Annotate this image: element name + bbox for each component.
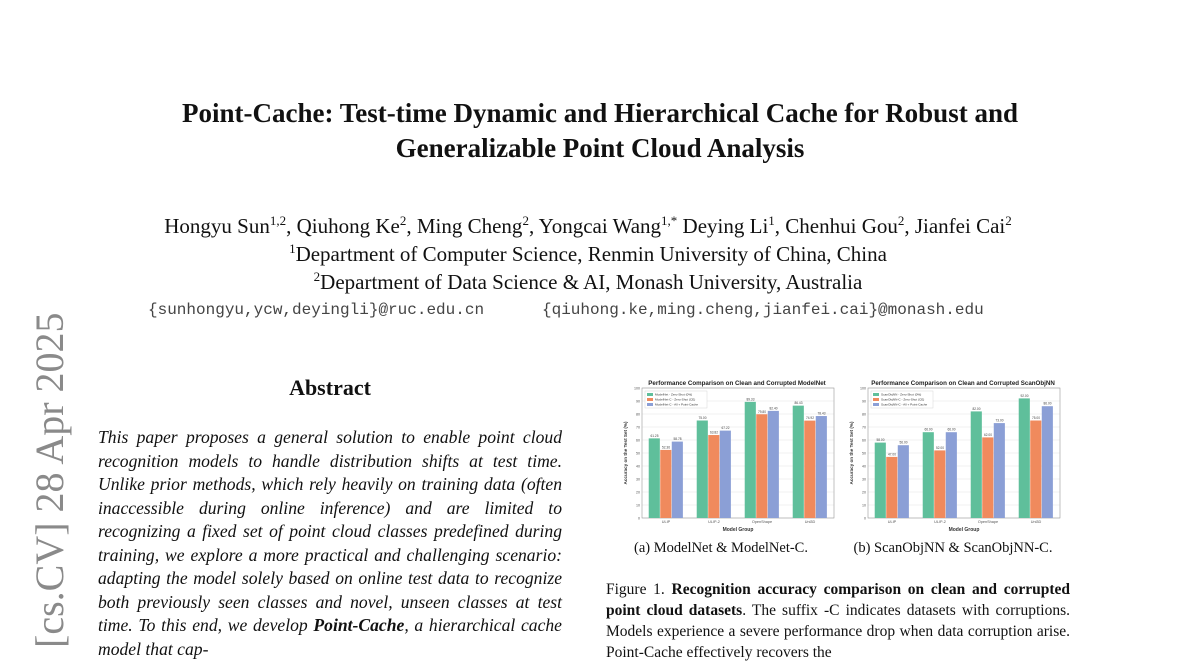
author-name: Qiuhong Ke	[296, 214, 400, 238]
bar-data-label: 47.00	[888, 452, 896, 457]
x-tick-label: Uni3D	[804, 520, 816, 524]
author-affiliation-sup: 2	[399, 213, 407, 228]
bar-data-label: 63.82	[710, 430, 718, 435]
bar-data-label: 82.40	[769, 406, 778, 411]
author-name: Deying Li	[682, 214, 769, 238]
bar	[886, 457, 897, 518]
chart-modelnet-svg	[620, 378, 838, 534]
legend-label: ScanObjNN-C - All + Point-Cache	[881, 402, 928, 407]
bar	[1042, 406, 1053, 518]
bar	[994, 423, 1005, 518]
bar-data-label: 58.00	[876, 438, 885, 443]
bar	[756, 414, 767, 518]
legend-swatch	[647, 403, 653, 406]
y-tick-label: 0	[864, 516, 866, 521]
chart-title: Performance Comparison on Clean and Corrupted ModelNet	[648, 380, 826, 387]
bar	[982, 437, 993, 518]
y-tick-label: 70	[862, 425, 866, 430]
author-list: Hongyu Sun$^{1,2}$, Qiuhong Ke$^2$, Ming Cheng$^2$, Yongcai Wang$^{1,*}$ Deying Li$^1$, Chenhui Gou$^2$, Jianfei Cai$^2$	[164, 213, 1012, 238]
figure-caption-label: Figure 1.	[606, 581, 665, 598]
author-name: Yongcai Wang	[538, 214, 662, 238]
y-tick-label: 40	[636, 464, 640, 469]
title-line-2: Generalizable Point Cloud Analysis	[395, 133, 805, 163]
bar-data-label: 74.92	[806, 416, 814, 421]
bar	[898, 445, 909, 518]
legend-swatch	[873, 398, 879, 401]
bar	[1019, 398, 1030, 518]
bar-data-label: 92.00	[1020, 393, 1029, 398]
y-tick-label: 80	[862, 412, 866, 417]
bar	[697, 421, 708, 519]
affiliation-1-sup: 1	[289, 241, 296, 256]
bar	[649, 438, 660, 518]
legend-label: ModelNet - Zero-Shot (0%)	[655, 392, 693, 397]
paper-title	[0, 96, 1200, 166]
bar	[768, 411, 779, 518]
bar	[934, 450, 945, 518]
email-monash: {qiuhong.ke,ming.cheng,jianfei.cai}@monash.edu	[542, 301, 984, 319]
figure-caption-rest: . The suffix -C indicates datasets with corruptions. Models experience a severe performance drop when data corruption arise. Point-Cache effectively recovers the	[606, 602, 1070, 661]
bar-data-label: 52.00	[936, 445, 944, 450]
figure-caption-bold: Recognition accuracy comparison on clean and corrupted point cloud datasets	[606, 581, 1071, 619]
bar	[660, 450, 671, 518]
author-name: Jianfei Cai	[914, 214, 1006, 238]
legend-swatch	[647, 398, 653, 401]
x-tick-label: ULIP	[887, 520, 897, 524]
bar-data-label: 61.25	[650, 433, 659, 438]
y-tick-label: 60	[636, 438, 640, 443]
bar-data-label: 79.80	[758, 409, 766, 414]
subcaption-b: (b) ScanObjNN & ScanObjNN-C.	[853, 540, 1053, 556]
y-tick-label: 90	[636, 399, 640, 404]
author-affiliation-sup: 1,2	[269, 213, 287, 228]
y-axis-label: Accuracy on the Test Set (%)	[623, 421, 628, 485]
y-tick-label: 10	[862, 503, 866, 508]
y-tick-label: 70	[636, 425, 640, 430]
abstract-heading: Abstract	[289, 375, 371, 400]
y-axis-label: Accuracy on the Test Set (%)	[849, 421, 854, 485]
affiliation-1	[0, 240, 1176, 268]
chart-modelnet	[620, 378, 838, 539]
legend-swatch	[873, 403, 879, 406]
x-tick-label: ULIP	[661, 520, 671, 524]
x-tick-label: ULIP-2	[708, 520, 720, 524]
affiliation-2-text: Department of Data Science & AI, Monash University, Australia	[320, 270, 863, 294]
y-tick-label: 50	[862, 451, 866, 456]
arxiv-stamp: [cs.CV] 28 Apr 2025	[27, 312, 72, 648]
legend-label: ModelNet-C - All + Point-Cache	[655, 402, 699, 407]
chart-scanobjnn-svg	[846, 378, 1064, 534]
bar-data-label: 66.00	[924, 427, 933, 432]
x-tick-label: OpenShape	[751, 520, 773, 524]
bar-data-label: 73.00	[995, 418, 1004, 423]
x-tick-label: OpenShape	[977, 520, 999, 524]
bar	[971, 411, 982, 518]
legend-label: ModelNet-C - Zero-Shot (CE)	[655, 397, 696, 402]
y-tick-label: 100	[860, 386, 866, 391]
author-affiliation-sup: 1,*	[661, 213, 678, 228]
y-tick-label: 0	[638, 516, 640, 521]
bar-data-label: 56.00	[899, 440, 908, 445]
affiliation-1-text: Department of Computer Science, Renmin University of China, China	[295, 242, 887, 266]
y-tick-label: 60	[862, 438, 866, 443]
subcaption-a: (a) ModelNet & ModelNet-C.	[634, 540, 808, 556]
legend-swatch	[873, 393, 879, 396]
bar	[875, 443, 886, 518]
bar-data-label: 75.00	[1032, 416, 1040, 420]
affiliation-2-sup: 2	[313, 269, 321, 284]
y-tick-label: 10	[636, 503, 640, 508]
bar	[672, 442, 683, 518]
author-name: Hongyu Sun	[164, 214, 270, 238]
bar-data-label: 86.00	[1043, 401, 1052, 406]
email-ruc: {sunhongyu,ycw,deyingli}@ruc.edu.cn	[148, 301, 485, 319]
bar-data-label: 75.00	[698, 416, 707, 420]
bar-data-label: 67.22	[721, 426, 730, 431]
legend-label: ScanObjNN-C - Zero-Shot (CE)	[881, 397, 925, 402]
author-name: Ming Cheng	[416, 214, 523, 238]
bar	[720, 431, 731, 518]
method-name: Point-Cache	[313, 615, 405, 635]
y-tick-label: 100	[634, 386, 640, 391]
y-tick-label: 30	[636, 477, 640, 482]
y-tick-label: 20	[862, 490, 866, 495]
author-affiliation-sup: 2	[1005, 213, 1012, 228]
author-affiliation-sup: 2	[522, 213, 529, 228]
author-affiliation-sup: 2	[897, 213, 905, 228]
author-block	[0, 212, 1176, 296]
y-tick-label: 80	[636, 412, 640, 417]
chart-title: Performance Comparison on Clean and Corrupted ScanObjNN	[871, 380, 1055, 387]
bar	[793, 406, 804, 518]
bar	[708, 435, 719, 518]
bar	[816, 416, 827, 518]
x-tick-label: ULIP-2	[934, 520, 946, 524]
x-tick-label: Uni3D	[1030, 520, 1042, 524]
author-affiliation-sup: 1	[768, 213, 775, 228]
bar-data-label: 82.00	[972, 406, 981, 411]
bar	[923, 432, 934, 518]
y-tick-label: 40	[862, 464, 866, 469]
bar-data-label: 86.43	[794, 401, 803, 406]
bar-data-label: 66.00	[947, 427, 956, 432]
bar-data-label: 78.43	[817, 411, 826, 416]
bar	[946, 432, 957, 518]
author-name: Chenhui Gou	[785, 214, 898, 238]
bar	[804, 421, 815, 518]
bar-data-label: 62.00	[984, 432, 992, 437]
bar-data-label: 52.36	[662, 445, 670, 450]
x-axis-label: Model Group	[948, 527, 980, 533]
x-axis-label: Model Group	[722, 527, 754, 533]
legend-label: ScanObjNN - Zero-Shot (0%)	[881, 392, 922, 397]
figure-caption	[606, 579, 1070, 663]
chart-scanobjnn	[846, 378, 1064, 539]
y-tick-label: 20	[636, 490, 640, 495]
y-tick-label: 30	[862, 477, 866, 482]
title-line-1: Point-Cache: Test-time Dynamic and Hierarchical Cache for Robust and	[182, 98, 1018, 128]
bar	[1030, 421, 1041, 519]
y-tick-label: 90	[862, 399, 866, 404]
abstract-body: This paper proposes a general solution to enable point cloud recognition models to handle distribution shifts at test time. Unlike prior methods, which rely heavily on training data (often inaccessible during online inference) and are limited to recognizing a fixed set of point cloud classes predefined during training, we explore a more practical and challenging scenario: adapting the model solely based on online test data to recognize both previously seen classes and novel, unseen classes at test time. To this end, we develop Point-Cache, a hierarchical cache model that cap-	[98, 427, 562, 659]
y-tick-label: 50	[636, 451, 640, 456]
bar-data-label: 58.78	[673, 437, 682, 442]
bar	[745, 402, 756, 518]
legend-swatch	[647, 393, 653, 396]
bar-data-label: 89.33	[746, 397, 755, 402]
affiliation-2	[0, 268, 1176, 296]
